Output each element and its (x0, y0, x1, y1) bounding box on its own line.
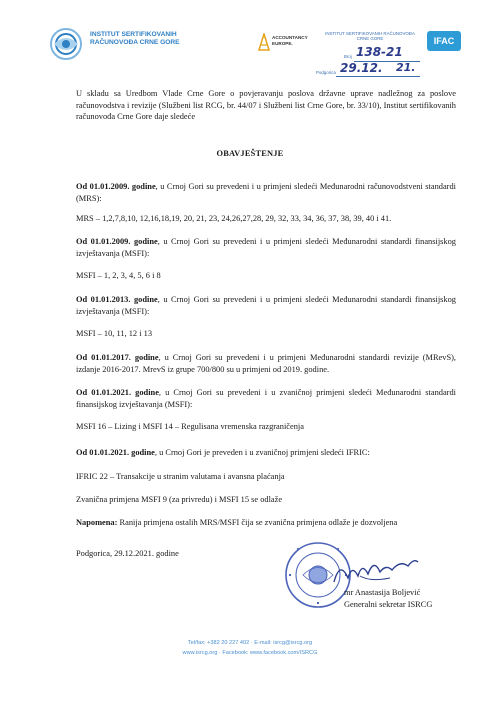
para-msfi-9-15 (76, 494, 456, 506)
stamp-head-line2: CRNE GORE (356, 36, 384, 41)
stamp-head-line1: INSTITUT SERTIFIKOVANIH RAČUNOVOĐA (325, 31, 415, 36)
para-2021-msfi (76, 387, 456, 410)
stamp-broj-label: Broj (344, 54, 352, 59)
para-text: , u Crnoj Gori je preveden i u zvaničnoj primjeni sledeći IFRIC: (154, 448, 370, 457)
para-date: Od 01.01.2013. godine (76, 295, 158, 304)
para-2021-ifric (76, 447, 456, 459)
para-msfi-list-1 (76, 270, 456, 282)
signer-block (344, 587, 432, 610)
footer-web: www.isrcg.org · Facebook: www.facebook.com/ISRCG (182, 650, 318, 656)
para-date: Od 01.01.2009. godine (76, 237, 158, 246)
para-date: Od 01.01.2021. godine (76, 448, 155, 457)
institute-logo (44, 26, 90, 62)
para-text: MSFI – 1, 2, 3, 4, 5, 6 i 8 (76, 271, 161, 280)
para-text: , u Crnoj Gori su prevedeni i u primjeni sledeći Međunarodni standardi finansijskog izvještavanja (MSFI): (76, 295, 456, 316)
para-text: MRS – 1,2,7,8,10, 12,16,18,19, 20, 21, 23, 24,26,27,28, 29, 32, 33, 34, 36, 37, 38, 39, 40 i 41. (76, 214, 392, 223)
registration-stamp-header (316, 31, 424, 41)
para-msfi-16 (76, 421, 456, 433)
stamp-date-label: Podgorica (316, 70, 336, 75)
para-text: MSFI – 10, 11, 12 i 13 (76, 329, 153, 338)
para-date: Od 01.01.2009. godine (76, 182, 156, 191)
stamp-date-underline (336, 76, 420, 77)
para-text: IFRIC 22 – Transakcije u stranim valutama i avansna plaćanja (76, 472, 285, 481)
ae-line1: ACCOUNTANCY (272, 35, 308, 40)
para-text: Zvanična primjena MSFI 9 (za privredu) i MSFI 15 se odlaže (76, 495, 283, 504)
intro-paragraph: U skladu sa Uredbom Vlade Crne Gore o povjeravanju poslova državne uprave nadležnog za poslove računovodstva i revizije (Službeni list RCG, br. 44/07 i Službeni list Crne Gore, br. 33/10), Institut sertifikovanih računovođa Crne Gore daje sledeće (76, 89, 456, 122)
accountancy-europe-text (272, 35, 312, 46)
para-mrs-list (76, 213, 456, 225)
para-msfi-list-2 (76, 328, 456, 340)
para-2013-msfi (76, 294, 456, 317)
para-ifric-22 (76, 471, 456, 483)
footer-contact: Tel/fax: +382 20 227 402 · E-mail: isrcg@isrcg.org (187, 640, 313, 646)
para-2009-mrs (76, 181, 456, 204)
para-2009-msfi (76, 236, 456, 259)
stamp-date-value: 29.12. (340, 61, 383, 75)
place-date: Podgorica, 29.12.2021. godine (76, 549, 179, 558)
stamp-broj-value: 138-21 (356, 45, 403, 59)
para-text: Ranija primjena ostalih MRS/MSFI čija se zvanična primjena odlaže je dozvoljena (117, 518, 398, 527)
ifac-logo: IFAC (427, 31, 461, 51)
para-text: MSFI 16 – Lizing i MSFI 14 – Regulisana vremenska razgraničenja (76, 422, 304, 431)
para-date: Od 01.01.2017. godine (76, 353, 159, 362)
note-label: Napomena: (76, 518, 118, 527)
ae-line2: EUROPE. (272, 40, 293, 46)
accountancy-europe-logo (258, 33, 270, 51)
institute-name-line2: RAČUNOVOĐA CRNE GORE (90, 39, 180, 46)
para-date: Od 01.01.2021. godine (76, 388, 159, 397)
document-title: OBAVJEŠTENJE (216, 149, 284, 158)
stamp-year-value: 21. (396, 61, 416, 74)
para-text: , u Crnoj Gori su prevedeni i u primjeni sledeći Međunarodni standardi finansijskog izvještavanja (MSFI): (76, 237, 456, 258)
para-text: , u Crnoj Gori su prevedeni i u zvaničnoj primjeni sledeći Međunarodni standardi finansijskog izvještavanja (MSFI): (76, 388, 456, 409)
institute-name-line1: INSTITUT SERTIFIKOVANIH (90, 31, 177, 38)
para-text: , u Crnoj Gori su prevedeni i u primjeni sledeći Međunarodni računovodstveni standardi (MRS): (76, 182, 456, 203)
handwritten-signature (330, 556, 420, 586)
institute-name (90, 31, 210, 47)
para-text: , u Crnoj Gori su prevedeni i u primjeni Međunarodni standardi revizije (MRevS), izdanje 2016-2017. MrevS iz grupe 700/800 su u primjeni od 2019. godine. (76, 353, 456, 374)
para-note (76, 517, 456, 529)
signer-role: Generalni sekretar ISRCG (344, 599, 433, 609)
para-2017-mrevs (76, 352, 456, 375)
signer-name: mr Anastasija Boljević (344, 588, 421, 597)
